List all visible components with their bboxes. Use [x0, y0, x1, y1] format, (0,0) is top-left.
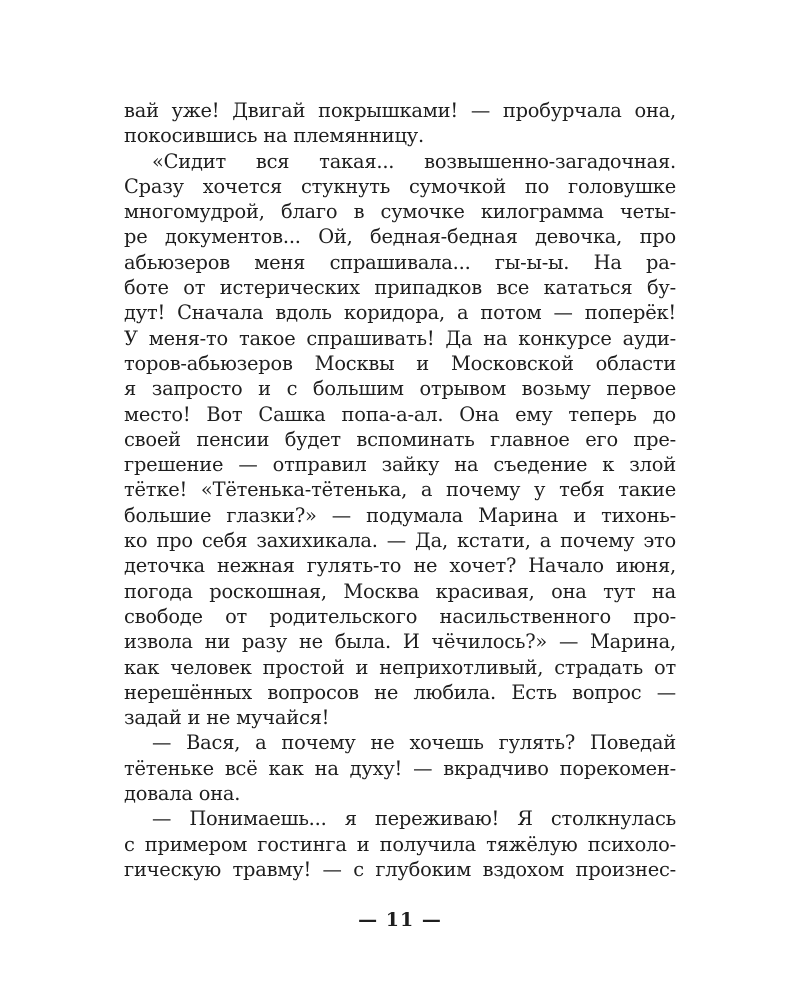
- text-line: извола ни разу не была. И чёчилось?» — Марина,: [124, 630, 676, 654]
- text-line: как человек простой и неприхотливый, страдать от: [124, 655, 676, 679]
- text-line: Сразу хочется стукнуть сумочкой по головушке: [124, 174, 676, 198]
- text-line: деточка нежная гулять-то не хочет? Начало июня,: [124, 554, 676, 578]
- text-line: погода роскошная, Москва красивая, она тут на: [124, 579, 676, 603]
- text-line: нерешённых вопросов не любила. Есть вопрос —: [124, 680, 676, 704]
- text-line: довала она.: [124, 782, 241, 806]
- text-line: я запросто и с большим отрывом возьму первое: [124, 377, 676, 401]
- text-line: — Вася, а почему не хочешь гулять? Поведай: [152, 731, 676, 755]
- text-line: большие глазки?» — подумала Марина и тихонь-: [124, 503, 676, 527]
- text-line: свободе от родительского насильственного про-: [124, 604, 676, 628]
- text-line: ко про себя захихикала. — Да, кстати, а почему это: [124, 529, 676, 553]
- page-body: [124, 98, 676, 882]
- text-line: место! Вот Сашка попа-а-ал. Она ему теперь до: [124, 402, 676, 426]
- text-line: покосившись на племянницу.: [124, 124, 424, 148]
- text-line: гическую травму! — с глубоким вздохом произнес-: [124, 857, 676, 881]
- text-line: задай и не мучайся!: [124, 706, 330, 730]
- text-line: тётке! «Тётенька-тётенька, а почему у тебя такие: [124, 478, 676, 502]
- text-line: с примером гостинга и получила тяжёлую психоло-: [124, 832, 676, 856]
- text-line: У меня-то такое спрашивать! Да на конкурсе ауди-: [124, 326, 676, 350]
- text-line: многомудрой, благо в сумочке килограмма четы-: [124, 200, 676, 224]
- text-line: дут! Сначала вдоль коридора, а потом — поперёк!: [124, 301, 676, 325]
- text-line: — Понимаешь... я переживаю! Я столкнулась: [152, 807, 676, 831]
- text-line: торов-абьюзеров Москвы и Московской области: [124, 351, 676, 375]
- text-line: вай уже! Двигай покрышками! — пробурчала она,: [124, 99, 676, 122]
- page-number: — 11 —: [358, 909, 442, 931]
- text-line: грешение — отправил зайку на съедение к злой: [124, 453, 676, 477]
- text-line: абьюзеров меня спрашивала... гы-ы-ы. На ра-: [124, 250, 676, 274]
- text-line: «Сидит вся такая... возвышенно-загадочная.: [152, 149, 676, 173]
- text-line: своей пенсии будет вспоминать главное его пре-: [124, 427, 676, 451]
- text-line: ре документов... Ой, бедная-бедная девочка, про: [124, 225, 676, 249]
- text-line: боте от истерических припадков все кататься бу-: [124, 276, 676, 300]
- text-line: тётеньке всё как на духу! — вкрадчиво порекомен-: [124, 756, 676, 780]
